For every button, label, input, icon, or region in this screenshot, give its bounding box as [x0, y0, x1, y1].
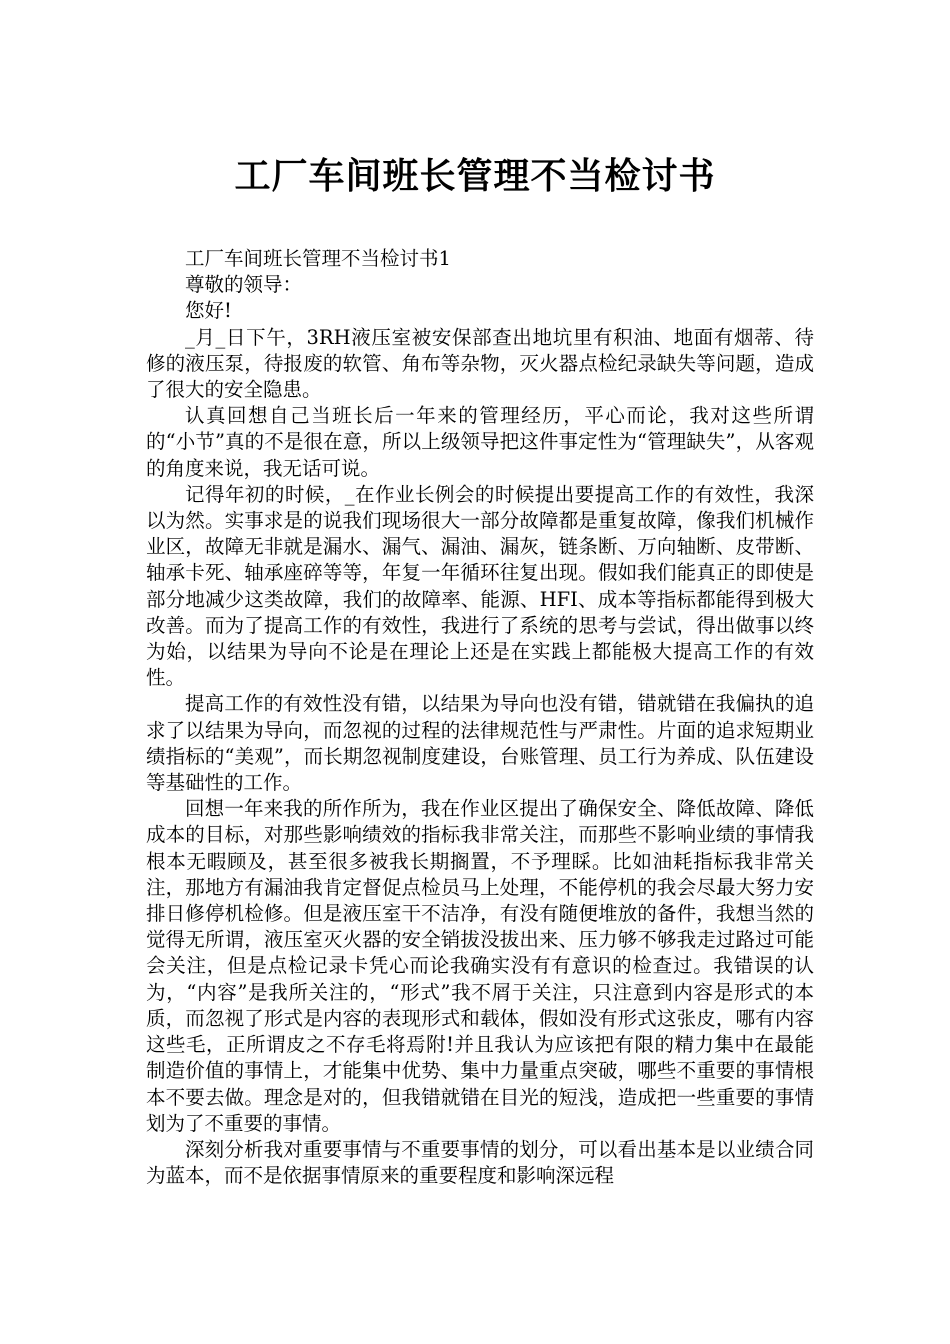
subtitle-paragraph: 工厂车间班长管理不当检讨书1: [185, 247, 451, 270]
document-body: [146, 246, 814, 1189]
body-paragraph: 提高工作的有效性没有错，以结果为导向也没有错，错就错在我偏执的追求了以结果为导向，而忽视的过程的法律规范性与严肃性。片面的追求短期业绩指标的“美观”，而长期忽视制度建设，台账管理、员工行为养成、队伍建设等基础性的工作。: [146, 692, 814, 795]
greeting-paragraph: 您好!: [185, 299, 232, 323]
body-paragraph: 回想一年来我的所作所为，我在作业区提出了确保安全、降低故障、降低成本的目标，对那些影响绩效的指标我非常关注，而那些不影响业绩的事情我根本无暇顾及，甚至很多被我长期搁置，不予理睬。比如油耗指标我非常关注，那地方有漏油我肯定督促点检员马上处理，不能停机的我会尽最大努力安排日修停机检修。但是液压室干不洁净，有没有随便堆放的备件，我想当然的觉得无所谓，液压室灭火器的安全销拔没拔出来、压力够不够我走过路过可能会关注，但是点检记录卡凭心而论我确实没有有意识的检查过。我错误的认为，“内容”是我所关注的，“形式”我不屑于关注，只注意到内容是形式的本质，而忽视了形式是内容的表现形式和载体，假如没有形式这张皮，哪有内容这些毛，正所谓皮之不存毛将焉附!并且我认为应该把有限的精力集中在最能制造价值的事情上，才能集中优势、集中力量重点突破，哪些不重要的事情根本不要去做。理念是对的，但我错就错在目光的短浅，造成把一些重要的事情划为了不重要的事情。: [146, 797, 814, 1135]
body-paragraph: 认真回想自己当班长后一年来的管理经历，平心而论，我对这些所谓的“小节”真的不是很在意，所以上级领导把这件事定性为“管理缺失”，从客观的角度来说，我无话可说。: [146, 404, 814, 480]
salutation-paragraph: 尊敬的领导：: [185, 273, 303, 297]
body-paragraph: 深刻分析我对重要事情与不重要事情的划分，可以看出基本是以业绩合同为蓝本，而不是依据事情原来的重要程度和影响深远程: [146, 1137, 814, 1188]
body-paragraph: _月_日下午，3RH液压室被安保部查出地坑里有积油、地面有烟蒂、待修的液压泵，待报废的软管、角布等杂物，灭火器点检纪录缺失等问题，造成了很大的安全隐患。: [146, 325, 814, 402]
body-paragraph: 记得年初的时候，_在作业长例会的时候提出要提高工作的有效性，我深以为然。实事求是的说我们现场很大一部分故障都是重复故障，像我们机械作业区，故障无非就是漏水、漏气、漏油、漏灰，链条断、万向轴断、皮带断、轴承卡死、轴承座碎等等，年复一年循环往复出现。假如我们能真正的即使是部分地减少这类故障，我们的故障率、能源、HFI、成本等指标都能得到极大改善。而为了提高工作的有效性，我进行了系统的思考与尝试，得出做事以终为始，以结果为导向不论是在理论上还是在实践上都能极大提高工作的有效性。: [146, 482, 814, 690]
document-title: 工厂车间班长管理不当检讨书: [234, 155, 716, 198]
